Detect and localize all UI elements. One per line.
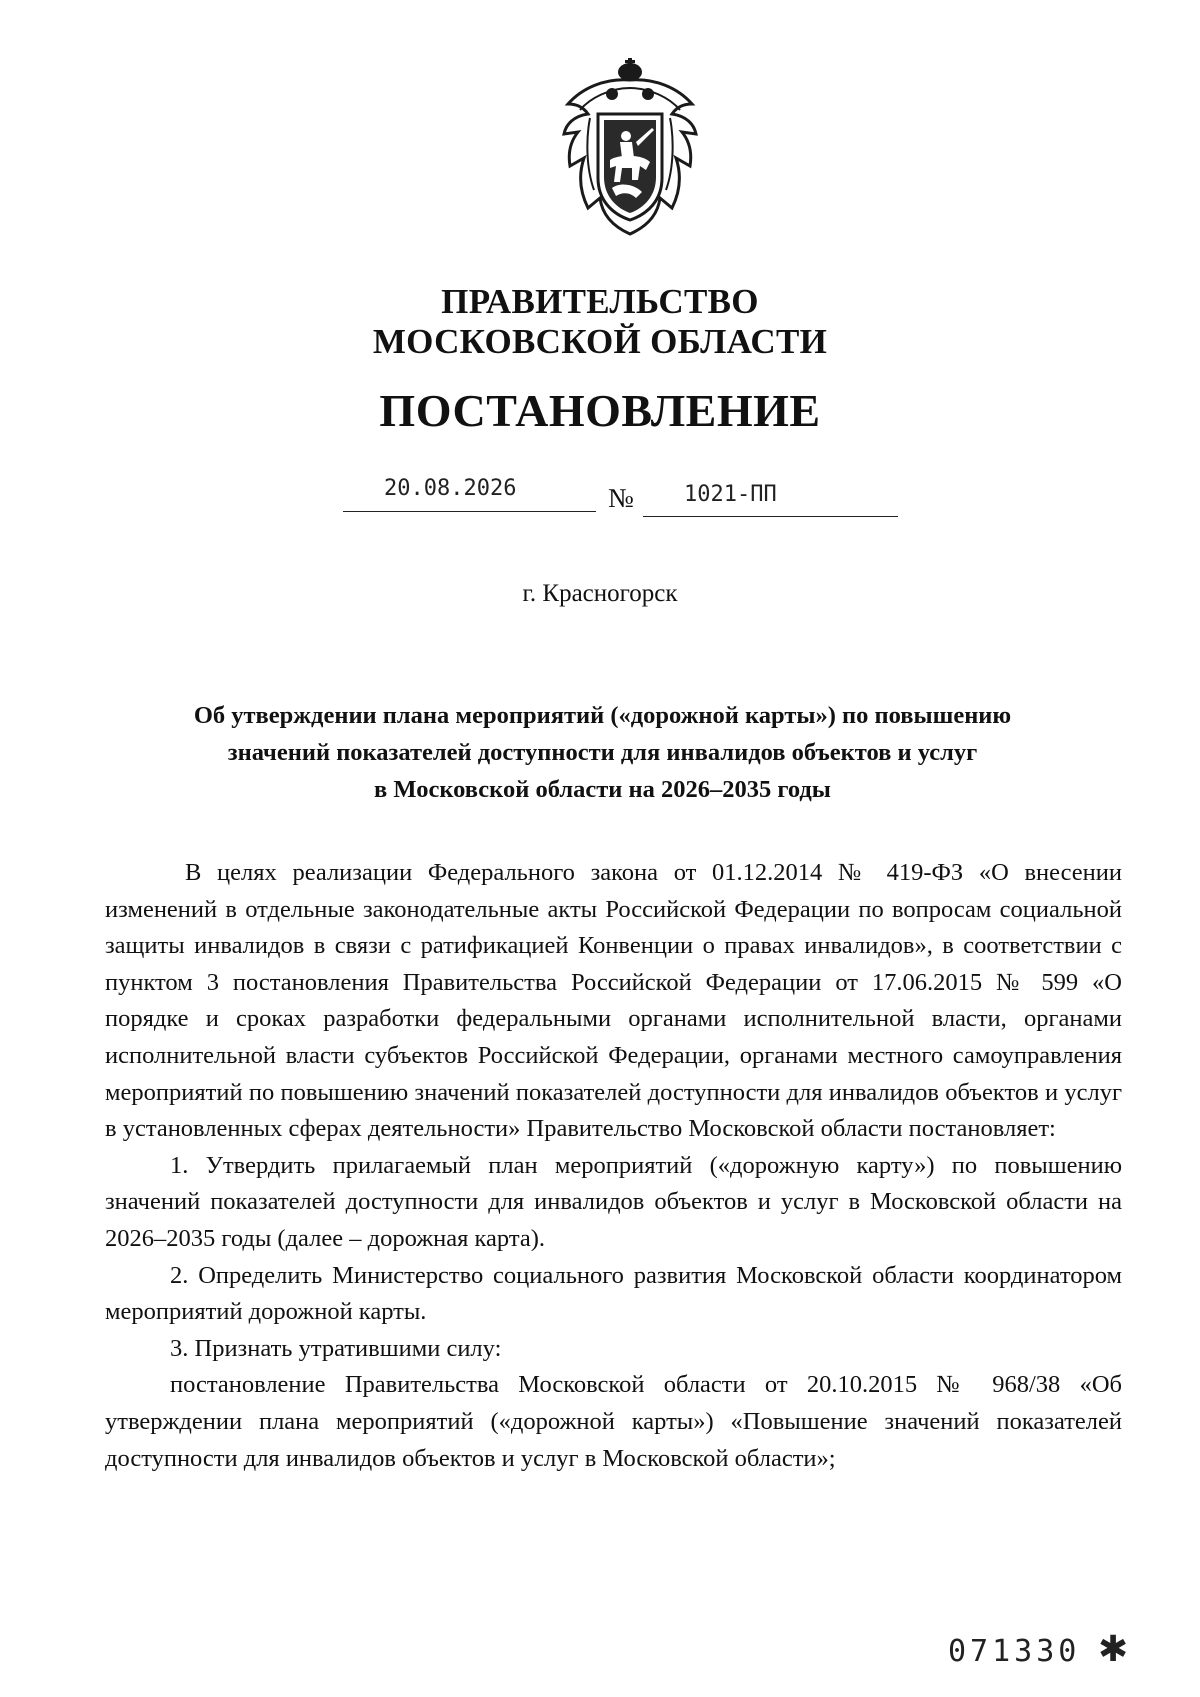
decree-body (105, 855, 1122, 1477)
decree-subject (150, 697, 1055, 808)
date-underline (343, 511, 596, 512)
government-title-line2: МОСКОВСКОЙ ОБЛАСТИ (372, 322, 828, 361)
document-type-title: ПОСТАНОВЛЕНИЕ (379, 385, 821, 436)
decree-date: 20.08.2026 (384, 476, 517, 501)
subject-line-1: Об утверждении плана мероприятий («дорожной карты») по повышению (193, 702, 1012, 729)
government-title-line1: ПРАВИТЕЛЬСТВО (441, 282, 759, 321)
clause-1: 1. Утвердить прилагаемый план мероприятий («дорожную карту») по повышению значений показателей доступности для инвалидов объектов и услуг в Московской области на 2026–2035 годы (далее – дорожная карта). (105, 1151, 1122, 1252)
city-label: г. Красногорск (522, 580, 678, 607)
number-underline (643, 516, 898, 517)
clause-2: 2. Определить Министерство социального развития Московской области координатором мероприятий дорожной карты. (105, 1261, 1122, 1326)
decree-number: 1021-ПП (684, 482, 777, 507)
clause-3: 3. Признать утратившими силу: (170, 1334, 502, 1362)
coat-of-arms-icon (560, 58, 700, 236)
document-serial-number: 071330 (948, 1634, 1081, 1669)
subject-line-2: значений показателей доступности для инвалидов объектов и услуг (227, 739, 978, 766)
number-sign: № (608, 483, 634, 513)
preamble-paragraph: В целях реализации Федерального закона от 01.12.2014 № 419-ФЗ «О внесении изменений в отдельные законодательные акты Российской Федерации по вопросам социальной защиты инвалидов в связи с ратификацией Конвенции о правах инвалидов», в соответствии с пунктом 3 постановления Правительства Российской Федерации от 17.06.2015 № 599 «О порядке и сроках разработки федеральными органами исполнительной власти, органами исполнительной власти субъектов Российской Федерации, органами местного самоуправления мероприятий по повышению значений показателей доступности для инвалидов объектов и услуг в установленных сферах деятельности» Правительство Московской области постановляет: (105, 859, 1122, 1143)
subject-line-3: в Московской области на 2026–2035 годы (374, 776, 831, 803)
repealed-act-item: постановление Правительства Московской области от 20.10.2015 № 968/38 «Об утверждении плана мероприятий («дорожной карты») «Повышение значений показателей доступности для инвалидов объектов и услуг в Московской области»; (105, 1371, 1122, 1472)
asterisk-mark-icon: ✱ (1098, 1629, 1129, 1669)
